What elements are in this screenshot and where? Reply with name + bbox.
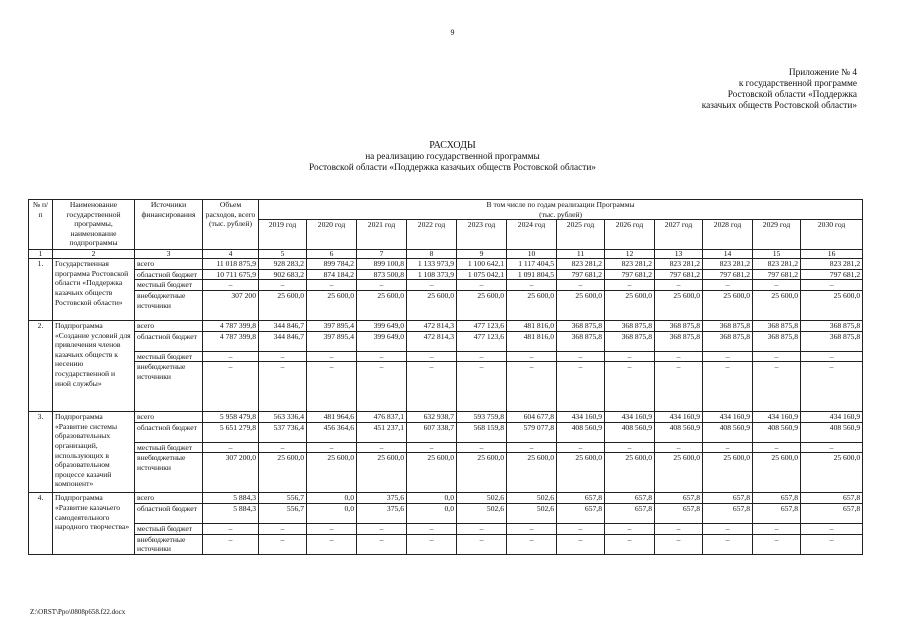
year-value: – [357,523,407,534]
column-number: 13 [655,250,703,259]
column-number: 11 [557,250,605,259]
total-value: – [203,442,259,453]
appendix-line: к государственной программе [738,79,857,89]
total-value: 10 711 675,9 [203,269,259,280]
year-value: – [307,523,357,534]
section-number: 2. [29,320,53,411]
year-value: 368 875,8 [703,331,753,351]
year-value: – [457,442,507,453]
funding-source: областной бюджет [135,422,203,442]
year-value: – [357,534,407,554]
year-value: 25 600,0 [703,453,753,493]
funding-source: областной бюджет [135,503,203,523]
year-value: – [605,280,655,291]
table-row [29,320,863,331]
year-value: 25 600,0 [357,290,407,320]
year-value: 408 560,9 [753,422,801,442]
year-value: – [557,280,605,291]
column-number: 10 [507,250,557,259]
table-row [29,412,863,423]
section-name: Подпрограмма «Развитие казачьего самодеятельного народного творчества» [53,493,135,554]
year-value: 408 560,9 [557,422,605,442]
appendix-line: казачьих обществ Ростовской области» [701,101,857,111]
year-value: – [307,280,357,291]
year-value: 25 600,0 [605,453,655,493]
expenses-table [28,199,863,555]
total-value: 5 958 479,8 [203,412,259,423]
section-number: 3. [29,412,53,493]
year-value: 434 160,9 [801,412,863,423]
header-source: Источники финансирования [135,200,203,250]
year-value: 368 875,8 [557,320,605,331]
year-value: 823 281,2 [655,259,703,270]
year-value: – [801,280,863,291]
year-value: 25 600,0 [307,290,357,320]
year-value: – [407,534,457,554]
year-value: 823 281,2 [801,259,863,270]
header-no: № п/п [29,200,53,250]
year-value: 657,8 [753,493,801,504]
year-value: 556,7 [259,503,307,523]
year-value: – [655,362,703,412]
year-value: 451 237,1 [357,422,407,442]
year-value: – [457,523,507,534]
header-by-year-title: В том числе по годам реализации Программы [486,200,635,209]
table-row [29,351,863,362]
funding-source: местный бюджет [135,351,203,362]
total-value: 11 018 875,9 [203,259,259,270]
year-value: 823 281,2 [557,259,605,270]
year-value: – [259,280,307,291]
footer-file-path: Z:\ORST\Ppo\0808p658.f22.docx [30,608,126,616]
year-value: 399 649,0 [357,320,407,331]
year-value: 25 600,0 [557,453,605,493]
year-value: – [753,442,801,453]
year-value: – [407,280,457,291]
total-value: 307 200 [203,290,259,320]
appendix-note [627,68,857,112]
column-number: 16 [801,250,863,259]
table-row [29,331,863,351]
year-value: 579 077,8 [507,422,557,442]
column-number: 1 [29,250,53,259]
year-value: – [307,351,357,362]
year-value: – [407,362,457,412]
year-value: 657,8 [655,493,703,504]
year-value: 874 184,2 [307,269,357,280]
year-value: 25 600,0 [407,453,457,493]
year-value: 657,8 [703,493,753,504]
table-row [29,453,863,493]
year-value: 481 964,6 [307,412,357,423]
year-value: – [655,523,703,534]
table-row [29,534,863,554]
year-value: – [507,280,557,291]
year-value: 657,8 [753,503,801,523]
year-value: 502,6 [507,503,557,523]
column-number: 3 [135,250,203,259]
table-row [29,280,863,291]
table-row [29,290,863,320]
year-value: 25 600,0 [307,453,357,493]
total-value: 5 651 279,8 [203,422,259,442]
total-value: 307 200,0 [203,453,259,493]
year-value: 25 600,0 [801,290,863,320]
year-value: 472 814,3 [407,331,457,351]
year-value: 797 681,2 [753,269,801,280]
year-value: 368 875,8 [801,320,863,331]
year-value: – [753,351,801,362]
year-value: 25 600,0 [801,453,863,493]
year-value: 1 133 973,9 [407,259,457,270]
header-year: 2019 год [259,220,307,250]
year-value: – [457,280,507,291]
year-value: – [655,280,703,291]
header-year: 2029 год [753,220,801,250]
total-value: 4 787 399,8 [203,320,259,331]
year-value: – [507,442,557,453]
funding-source: внебюджетные источники [135,453,203,493]
year-value: 368 875,8 [801,331,863,351]
year-value: – [557,351,605,362]
header-year: 2027 год [655,220,703,250]
year-value: – [507,523,557,534]
year-value: 368 875,8 [753,320,801,331]
year-value: – [259,523,307,534]
year-value: 25 600,0 [259,453,307,493]
year-value: 899 100,8 [357,259,407,270]
year-value: – [307,362,357,412]
column-number: 6 [307,250,357,259]
year-value: 434 160,9 [703,412,753,423]
funding-source: местный бюджет [135,523,203,534]
year-value: 477 123,6 [457,320,507,331]
column-number: 12 [605,250,655,259]
expenses-table-wrapper [28,199,862,555]
year-value: – [357,351,407,362]
column-number: 8 [407,250,457,259]
year-value: – [357,362,407,412]
column-number: 9 [457,250,507,259]
year-value: – [507,351,557,362]
funding-source: областной бюджет [135,331,203,351]
year-value: 604 677,8 [507,412,557,423]
year-value: – [259,351,307,362]
header-year: 2025 год [557,220,605,250]
year-value: – [605,523,655,534]
year-value: 368 875,8 [753,331,801,351]
header-year: 2021 год [357,220,407,250]
header-year: 2023 год [457,220,507,250]
year-value: 375,6 [357,493,407,504]
year-value: 502,6 [507,493,557,504]
year-value: – [801,442,863,453]
year-value: 408 560,9 [801,422,863,442]
year-value: 657,8 [801,493,863,504]
year-value: 607 338,7 [407,422,457,442]
year-value: 25 600,0 [507,453,557,493]
year-value: 1 100 642,1 [457,259,507,270]
year-value: – [307,442,357,453]
year-value: 1 108 373,9 [407,269,457,280]
column-number: 2 [53,250,135,259]
year-value: 0,0 [407,493,457,504]
year-value: – [557,442,605,453]
year-value: – [605,442,655,453]
header-year: 2020 год [307,220,357,250]
column-number-row [29,250,863,259]
year-value: 368 875,8 [655,331,703,351]
year-value: – [703,280,753,291]
year-value: – [801,362,863,412]
funding-source: всего [135,320,203,331]
title-line-2: на реализацию государственной программы [365,151,540,162]
year-value: – [605,362,655,412]
year-value: 25 600,0 [753,453,801,493]
column-number: 15 [753,250,801,259]
appendix-line: Приложение № 4 [788,68,857,78]
year-value: 1 091 804,5 [507,269,557,280]
year-value: – [605,534,655,554]
year-value: 368 875,8 [557,331,605,351]
year-value: 797 681,2 [557,269,605,280]
year-value: – [801,534,863,554]
column-number: 7 [357,250,407,259]
year-value: 928 283,2 [259,259,307,270]
year-value: 481 816,0 [507,320,557,331]
year-value: 1 117 404,5 [507,259,557,270]
table-row [29,503,863,523]
year-value: – [753,362,801,412]
year-value: 1 075 042,1 [457,269,507,280]
year-value: 657,8 [557,503,605,523]
year-value: 797 681,2 [605,269,655,280]
year-value: 477 123,6 [457,331,507,351]
year-value: 25 600,0 [703,290,753,320]
total-value: – [203,351,259,362]
funding-source: внебюджетные источники [135,534,203,554]
year-value: – [357,280,407,291]
column-number: 5 [259,250,307,259]
year-value: – [557,523,605,534]
section-name: Подпрограмма «Создание условий для привлечения членов казачьих обществ к несению государственной и иной службы» [53,320,135,411]
year-value: – [259,442,307,453]
year-value: 25 600,0 [605,290,655,320]
year-value: – [655,351,703,362]
year-value: – [457,351,507,362]
year-value: 657,8 [703,503,753,523]
year-value: 537 736,4 [259,422,307,442]
year-value: – [753,523,801,534]
header-name: Наименование государственной программы, наименование подпрограммы [53,200,135,250]
year-value: 556,7 [259,493,307,504]
year-value: 25 600,0 [655,453,703,493]
year-value: 434 160,9 [753,412,801,423]
year-value: – [655,534,703,554]
document-title [0,140,905,175]
column-number: 4 [203,250,259,259]
year-value: – [605,351,655,362]
year-value: 397 895,4 [307,331,357,351]
year-value: 797 681,2 [801,269,863,280]
year-value: 0,0 [407,503,457,523]
year-value: 902 683,2 [259,269,307,280]
funding-source: местный бюджет [135,280,203,291]
section-name: Подпрограмма «Развитие системы образовательных организаций, использующих в образовательном процессе казачий компонент» [53,412,135,493]
table-row [29,523,863,534]
year-value: 797 681,2 [703,269,753,280]
total-value: – [203,534,259,554]
year-value: – [703,351,753,362]
year-value: 25 600,0 [655,290,703,320]
year-value: 25 600,0 [357,453,407,493]
section-name: Государственная программа Ростовской области «Поддержка казачьих обществ Ростовской области» [53,259,135,321]
funding-source: внебюджетные источники [135,290,203,320]
year-value: 399 649,0 [357,331,407,351]
header-by-year-unit: (тыс. рублей) [539,209,583,219]
table-row [29,259,863,270]
year-value: 344 846,7 [259,320,307,331]
year-value: 434 160,9 [557,412,605,423]
year-value: 502,6 [457,493,507,504]
page-number: 9 [450,28,455,37]
year-value: 25 600,0 [407,290,457,320]
year-value: 632 938,7 [407,412,457,423]
year-value: 456 364,6 [307,422,357,442]
funding-source: всего [135,412,203,423]
year-value: – [655,442,703,453]
funding-source: внебюджетные источники [135,362,203,412]
year-value: – [507,362,557,412]
year-value: 25 600,0 [457,453,507,493]
column-number: 14 [703,250,753,259]
total-value: 4 787 399,8 [203,331,259,351]
title-line-3: Ростовской области «Поддержка казачьих обществ Ростовской области» [309,163,596,173]
funding-source: всего [135,493,203,504]
year-value: 375,6 [357,503,407,523]
total-value: – [203,280,259,291]
year-value: 25 600,0 [457,290,507,320]
year-value: – [407,523,457,534]
year-value: – [259,362,307,412]
year-value: 657,8 [557,493,605,504]
year-value: 434 160,9 [655,412,703,423]
header-year: 2024 год [507,220,557,250]
year-value: – [703,442,753,453]
table-row [29,422,863,442]
section-number: 1. [29,259,53,321]
year-value: – [357,442,407,453]
year-value: 563 336,4 [259,412,307,423]
funding-source: всего [135,259,203,270]
appendix-line: Ростовской области «Поддержка [727,90,857,100]
year-value: 434 160,9 [605,412,655,423]
year-value: 823 281,2 [605,259,655,270]
table-row [29,442,863,453]
year-value: – [307,534,357,554]
year-value: – [407,351,457,362]
year-value: 481 816,0 [507,331,557,351]
year-value: – [457,534,507,554]
year-value: – [801,351,863,362]
header-total: Объем расходов, всего (тыс. рублей) [203,200,259,250]
year-value: 568 159,8 [457,422,507,442]
section-number: 4. [29,493,53,554]
header-by-year [259,200,863,220]
year-value: 797 681,2 [655,269,703,280]
table-row [29,269,863,280]
year-value: 25 600,0 [753,290,801,320]
year-value: 0,0 [307,493,357,504]
year-value: 408 560,9 [703,422,753,442]
year-value: – [457,362,507,412]
header-year: 2030 год [801,220,863,250]
year-value: 0,0 [307,503,357,523]
year-value: – [507,534,557,554]
year-value: 657,8 [801,503,863,523]
year-value: – [703,534,753,554]
title-line-1: РАСХОДЫ [429,140,476,151]
year-value: – [557,362,605,412]
year-value: 823 281,2 [703,259,753,270]
header-year: 2026 год [605,220,655,250]
funding-source: областной бюджет [135,269,203,280]
year-value: 397 895,4 [307,320,357,331]
year-value: 344 846,7 [259,331,307,351]
header-year: 2022 год [407,220,457,250]
year-value: 368 875,8 [605,331,655,351]
year-value: – [557,534,605,554]
total-value: – [203,523,259,534]
table-row [29,362,863,412]
year-value: 502,6 [457,503,507,523]
total-value: 5 884,3 [203,503,259,523]
year-value: 368 875,8 [703,320,753,331]
year-value: 368 875,8 [655,320,703,331]
year-value: – [801,523,863,534]
year-value: 593 759,8 [457,412,507,423]
year-value: – [407,442,457,453]
year-value: 657,8 [605,493,655,504]
year-value: – [753,280,801,291]
funding-source: местный бюджет [135,442,203,453]
year-value: – [259,534,307,554]
year-value: 472 814,3 [407,320,457,331]
year-value: 25 600,0 [259,290,307,320]
year-value: – [753,534,801,554]
table-row [29,493,863,504]
year-value: 476 837,1 [357,412,407,423]
year-value: 823 281,2 [753,259,801,270]
year-value: 408 560,9 [605,422,655,442]
total-value: 5 884,3 [203,493,259,504]
year-value: 368 875,8 [605,320,655,331]
year-value: 25 600,0 [507,290,557,320]
year-value: 25 600,0 [557,290,605,320]
header-year: 2028 год [703,220,753,250]
year-value: 873 500,8 [357,269,407,280]
year-value: – [703,523,753,534]
year-value: 899 784,2 [307,259,357,270]
total-value: – [203,362,259,412]
year-value: 657,8 [655,503,703,523]
year-value: 657,8 [605,503,655,523]
year-value: 408 560,9 [655,422,703,442]
year-value: – [703,362,753,412]
